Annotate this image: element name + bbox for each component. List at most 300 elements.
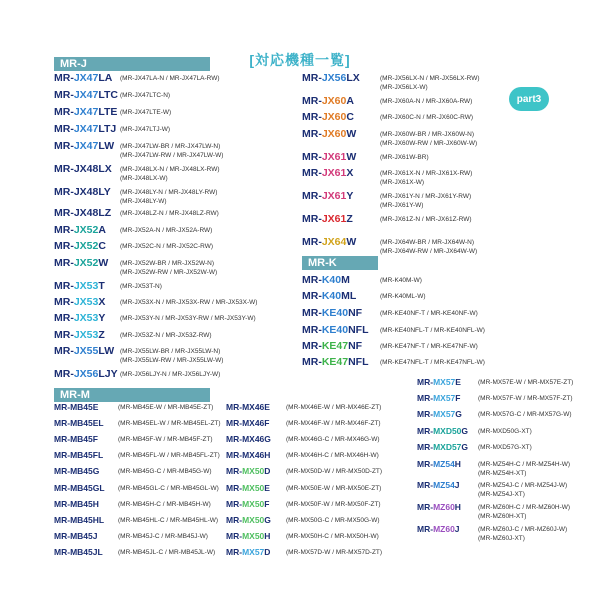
model-prefix: MR- (54, 224, 74, 236)
variant-line: (MR-K40ML-W) (380, 293, 426, 300)
model-variants (380, 276, 422, 285)
model-suffix: A (98, 224, 106, 236)
variant-line: (MR-MX50E-W / MR-MX50E-ZT) (286, 485, 382, 492)
variant-line: (MR-MX57G-C / MR-MX57G-W) (478, 411, 572, 418)
model-prefix: MR- (302, 190, 322, 202)
model-name (417, 378, 461, 387)
model-suffix: E (92, 402, 99, 412)
model-prefix: MR- (54, 483, 71, 493)
model-suffix: E (264, 483, 270, 493)
variant-line: (MR-MX50H-C / MR-MX50H-W) (286, 533, 379, 540)
model-variants (118, 516, 218, 525)
model-prefix: MR- (302, 213, 322, 225)
model-series: MX46 (242, 450, 265, 460)
model-suffix: Y (346, 190, 354, 202)
model-variants (118, 419, 221, 428)
section-header-mr-j: MR-J (54, 57, 210, 71)
model-variants (120, 242, 213, 251)
model-series: JX47 (73, 89, 99, 101)
model-name (226, 548, 270, 557)
variant-line: (MR-MZ60J-C / MR-MZ60J-W) (478, 526, 568, 533)
variant-line: (MR-MX46G-C / MR-MX46G-W) (286, 436, 380, 443)
model-variants (120, 370, 220, 379)
model-variants (120, 142, 223, 160)
model-variants (286, 419, 381, 428)
model-variants (118, 484, 219, 493)
model-prefix: MR- (226, 402, 243, 412)
variant-line: (MR-MB45EL-W / MR-MB45EL-ZT) (118, 420, 221, 427)
model-suffix: H (454, 459, 461, 469)
model-prefix: MR- (54, 466, 71, 476)
model-suffix: G (92, 466, 100, 476)
model-variants (380, 113, 473, 122)
model-name (54, 500, 99, 509)
model-name (54, 532, 97, 541)
model-variants (478, 378, 573, 387)
variant-line: (MR-MB45F-W / MR-MB45F-ZT) (118, 436, 213, 443)
model-series: JX61 (321, 151, 347, 163)
model-name (226, 451, 270, 460)
variant-line: (MR-MZ54H-XT) (478, 470, 527, 477)
variant-line: (MR-MZ54J-XT) (478, 491, 525, 498)
model-series: JX47 (73, 106, 99, 118)
model-series: MZ54 (433, 459, 455, 469)
model-series: MX57 (242, 547, 265, 557)
model-prefix: MR- (54, 240, 74, 252)
model-name (302, 357, 369, 368)
variant-line: (MR-JX48LY-N / MR-JX48LY-RW) (120, 189, 218, 196)
model-suffix: Z (346, 213, 353, 225)
variant-line: (MR-MX50F-W / MR-MX50F-ZT) (286, 501, 381, 508)
model-series: KE47 (321, 340, 349, 352)
model-name (226, 532, 270, 541)
model-prefix: MR- (226, 450, 243, 460)
model-name (302, 341, 362, 352)
model-series: JX64 (321, 236, 347, 248)
variant-line: (MR-JX48LX-W) (120, 175, 168, 182)
variant-line: (MR-MB45JL-C / MR-MB45JL-W) (118, 549, 216, 556)
model-variants (118, 532, 208, 541)
model-variants (478, 443, 532, 452)
model-prefix: MR- (54, 402, 71, 412)
model-series: JX53 (73, 296, 99, 308)
model-prefix: MR- (417, 377, 434, 387)
model-variants (380, 358, 485, 367)
model-suffix: LW (98, 345, 115, 357)
model-name (417, 394, 460, 403)
model-variants (120, 91, 170, 100)
page-title: [対応機種一覧] (249, 52, 351, 68)
model-variants (478, 481, 567, 499)
model-suffix: LJY (98, 368, 118, 380)
model-series: MXD50 (433, 426, 462, 436)
model-series: JX53 (73, 312, 99, 324)
variant-line: (MR-JX60C-N / MR-JX60C-RW) (380, 114, 474, 121)
model-prefix: MR- (417, 459, 434, 469)
model-suffix: EL (92, 418, 104, 428)
model-series: MX50 (242, 515, 265, 525)
model-name (226, 403, 270, 412)
model-variants (118, 451, 220, 460)
variant-line: (MR-JX53Z-N / MR-JX53Z-RW) (120, 332, 212, 339)
variant-line: (MR-JX55LW-RW / MR-JX55LW-W) (120, 357, 224, 364)
variant-line: (MR-JX48LY-W) (120, 198, 167, 205)
model-series: MZ60 (433, 502, 455, 512)
model-name (54, 548, 103, 557)
model-suffix: LZ (98, 207, 112, 219)
variant-line: (MR-JX52W-RW / MR-JX52W-W) (120, 269, 218, 276)
model-variants (478, 427, 532, 436)
model-variants (380, 342, 478, 351)
model-prefix: MR- (302, 151, 322, 163)
model-variants (478, 503, 570, 521)
model-variants (380, 192, 471, 210)
model-prefix: MR- (54, 312, 74, 324)
variant-line: (MR-MX46H-C / MR-MX46H-W) (286, 452, 379, 459)
model-series: JX53 (73, 280, 99, 292)
variant-line: (MR-JX56LJY-N / MR-JX56LJY-W) (120, 371, 221, 378)
model-name (54, 281, 105, 292)
model-suffix: HL (92, 515, 105, 525)
model-prefix: MR- (226, 418, 243, 428)
model-suffix: G (264, 434, 271, 444)
model-prefix: MR- (54, 89, 74, 101)
variant-line: (MR-JX60W-BR / MR-JX60W-N) (380, 131, 475, 138)
model-suffix: ML (341, 290, 357, 302)
model-name (54, 164, 112, 175)
variant-line: (MR-JX47LTJ-W) (120, 126, 171, 133)
model-suffix: F (264, 418, 270, 428)
model-prefix: MR- (302, 236, 322, 248)
variant-line: (MR-JX61Y-N / MR-JX61Y-RW) (380, 193, 472, 200)
model-suffix: E (455, 377, 461, 387)
model-variants (286, 532, 379, 541)
model-name (54, 330, 105, 341)
variant-line: (MR-JX61W-BR) (380, 154, 429, 161)
model-suffix: X (98, 296, 106, 308)
model-prefix: MR- (302, 95, 322, 107)
variant-line: (MR-JX52W-BR / MR-JX52W-N) (120, 260, 215, 267)
model-name (54, 435, 98, 444)
model-variants (120, 74, 220, 83)
model-series: MB45 (70, 531, 93, 541)
model-prefix: MR- (54, 329, 74, 341)
model-name (54, 208, 111, 219)
model-suffix: F (455, 393, 461, 403)
model-series: JX60 (321, 111, 347, 123)
model-variants (118, 548, 215, 557)
variant-line: (MR-KE47NF-T / MR-KE47NF-W) (380, 343, 478, 350)
model-suffix: J (92, 531, 98, 541)
model-series: MB45 (70, 547, 93, 557)
model-name (54, 369, 118, 380)
model-prefix: MR- (226, 434, 243, 444)
model-variants (286, 467, 382, 476)
model-variants (120, 331, 212, 340)
model-prefix: MR- (54, 280, 74, 292)
model-prefix: MR- (302, 167, 322, 179)
variant-line: (MR-KE47NFL-T / MR-KE47NFL-W) (380, 359, 485, 366)
variant-line: (MR-K40M-W) (380, 277, 422, 284)
model-variants (478, 394, 573, 403)
model-series: MB45 (70, 515, 93, 525)
model-prefix: MR- (54, 106, 74, 118)
variant-line: (MR-MB45H-C / MR-MB45H-W) (118, 501, 211, 508)
model-prefix: MR- (226, 515, 243, 525)
model-suffix: LTJ (98, 123, 117, 135)
model-suffix: H (454, 502, 461, 512)
model-series: JX60 (321, 95, 347, 107)
model-series: JX47 (73, 72, 99, 84)
model-name (54, 107, 117, 118)
model-name (302, 129, 356, 140)
model-suffix: F (92, 434, 98, 444)
model-series: JX56 (321, 72, 347, 84)
model-name (417, 410, 462, 419)
model-name (417, 481, 460, 490)
model-suffix: D (264, 547, 271, 557)
model-series: JX47 (73, 123, 99, 135)
model-name (417, 460, 461, 469)
model-name (226, 467, 270, 476)
model-series: MB45 (70, 402, 93, 412)
model-prefix: MR- (226, 499, 243, 509)
model-variants (380, 326, 485, 335)
model-series: MX57 (433, 393, 456, 403)
model-name (226, 435, 271, 444)
model-prefix: MR- (54, 499, 71, 509)
model-prefix: MR- (54, 434, 71, 444)
variant-line: (MR-MX57D-W / MR-MX57D-ZT) (286, 549, 383, 556)
variant-line: (MR-MXD50G-XT) (478, 428, 532, 435)
model-prefix: MR- (226, 531, 243, 541)
variant-line: (MR-JX61X-N / MR-JX61X-RW) (380, 170, 473, 177)
model-variants (118, 435, 213, 444)
model-prefix: MR- (417, 480, 434, 490)
model-name (54, 451, 103, 460)
variant-line: (MR-MZ60H-XT) (478, 513, 527, 520)
model-variants (380, 292, 426, 301)
model-name (226, 500, 269, 509)
variant-line: (MR-MB45J-C / MR-MB45J-W) (118, 533, 208, 540)
model-suffix: LY (98, 186, 111, 198)
model-series: MXD57 (433, 442, 462, 452)
variant-line: (MR-JX56LX-N / MR-JX56LX-RW) (380, 75, 480, 82)
variant-line: (MR-JX61X-W) (380, 179, 425, 186)
variant-line: (MR-MX46E-W / MR-MX46E-ZT) (286, 404, 382, 411)
model-series: MZ60 (433, 524, 455, 534)
model-name (226, 484, 270, 493)
model-suffix: F (264, 499, 270, 509)
variant-line: (MR-JX61Z-N / MR-JX61Z-RW) (380, 216, 472, 223)
model-variants (120, 125, 170, 134)
model-suffix: H (264, 531, 271, 541)
model-suffix: JL (92, 547, 103, 557)
model-name (302, 73, 360, 84)
model-name (417, 443, 468, 452)
model-series: JX52 (73, 240, 99, 252)
variant-line: (MR-MXD57G-XT) (478, 444, 532, 451)
section-header-mr-m: MR-M (54, 388, 210, 402)
model-suffix: X (346, 167, 354, 179)
model-suffix: Y (98, 312, 106, 324)
section-header-mr-k: MR-K (302, 256, 378, 270)
model-name (302, 168, 353, 179)
model-variants (120, 165, 220, 183)
variant-line: (MR-JX47LA-N / MR-JX47LA-RW) (120, 75, 220, 82)
model-name (302, 275, 350, 286)
model-prefix: MR- (302, 307, 322, 319)
model-suffix: LTE (98, 106, 118, 118)
model-name (54, 141, 114, 152)
model-prefix: MR- (54, 257, 74, 269)
model-variants (286, 500, 381, 509)
model-prefix: MR- (302, 340, 322, 352)
model-series: JX53 (73, 329, 99, 341)
model-series: KE40 (321, 307, 349, 319)
model-prefix: MR- (417, 409, 434, 419)
model-series: KE47 (321, 356, 349, 368)
model-prefix: MR- (226, 466, 243, 476)
model-prefix: MR- (417, 524, 434, 534)
model-series: JX48 (73, 186, 99, 198)
model-suffix: NF (348, 307, 363, 319)
model-suffix: D (264, 466, 271, 476)
part-badge: part3 (509, 87, 549, 111)
variant-line: (MR-MZ54H-C / MR-MZ54H-W) (478, 461, 571, 468)
model-variants (120, 347, 223, 365)
model-prefix: MR- (417, 502, 434, 512)
model-name (54, 241, 106, 252)
model-series: K40 (321, 290, 342, 302)
model-variants (286, 484, 381, 493)
variant-line: (MR-JX47LTE-W) (120, 109, 172, 116)
model-name (302, 308, 362, 319)
variant-line: (MR-JX61Y-W) (380, 202, 424, 209)
variant-line: (MR-MB45HL-C / MR-MB45HL-W) (118, 517, 219, 524)
model-series: MB45 (70, 434, 93, 444)
model-name (54, 297, 105, 308)
model-variants (286, 548, 382, 557)
model-name (54, 225, 106, 236)
model-prefix: MR- (302, 111, 322, 123)
model-name (302, 214, 353, 225)
model-variants (380, 169, 472, 187)
model-name (302, 325, 369, 336)
model-prefix: MR- (54, 515, 71, 525)
variant-line: (MR-KE40NFL-T / MR-KE40NFL-W) (380, 327, 485, 334)
model-variants (380, 97, 472, 106)
model-series: K40 (321, 274, 342, 286)
model-series: KE40 (321, 324, 349, 336)
variant-line: (MR-JX52C-N / MR-JX52C-RW) (120, 243, 214, 250)
model-series: MX46 (242, 402, 265, 412)
model-variants (120, 259, 217, 277)
model-variants (478, 460, 570, 478)
model-series: MX50 (242, 483, 265, 493)
variant-line: (MR-MB45G-C / MR-MB45G-W) (118, 468, 212, 475)
variant-line: (MR-MB45FL-W / MR-MB45FL-ZT) (118, 452, 220, 459)
model-name (302, 291, 356, 302)
model-suffix: LX (346, 72, 360, 84)
model-series: JX61 (321, 190, 347, 202)
model-name (54, 346, 114, 357)
variant-line: (MR-KE40NF-T / MR-KE40NF-W) (380, 310, 478, 317)
model-name (302, 112, 354, 123)
model-series: MX50 (242, 466, 265, 476)
variant-line: (MR-MZ60J-XT) (478, 535, 525, 542)
variant-line: (MR-JX47LTC-N) (120, 92, 171, 99)
model-prefix: MR- (54, 186, 74, 198)
model-prefix: MR- (302, 72, 322, 84)
variant-line: (MR-JX56LX-W) (380, 84, 428, 91)
model-variants (286, 516, 380, 525)
model-name (54, 90, 118, 101)
model-name (226, 419, 269, 428)
variant-line: (MR-MZ54J-C / MR-MZ54J-W) (478, 482, 568, 489)
model-variants (380, 215, 472, 224)
model-prefix: MR- (54, 72, 74, 84)
model-suffix: G (264, 515, 271, 525)
model-suffix: LW (98, 140, 115, 152)
model-suffix: M (341, 274, 350, 286)
model-variants (380, 74, 480, 92)
model-series: JX60 (321, 128, 347, 140)
model-name (302, 152, 356, 163)
model-series: MZ54 (433, 480, 455, 490)
model-suffix: W (98, 257, 109, 269)
model-series: MX57 (433, 409, 456, 419)
model-name (54, 467, 99, 476)
model-variants (478, 410, 572, 419)
model-variants (120, 209, 219, 218)
model-suffix: NF (348, 340, 363, 352)
variant-line: (MR-MX50G-C / MR-MX50G-W) (286, 517, 380, 524)
model-suffix: C (98, 240, 106, 252)
model-series: MX50 (242, 531, 265, 541)
model-name (54, 484, 105, 493)
variant-line: (MR-MB45E-W / MR-MB45E-ZT) (118, 404, 214, 411)
model-variants (478, 525, 567, 543)
model-prefix: MR- (54, 296, 74, 308)
model-variants (380, 309, 478, 318)
variant-line: (MR-JX53Y-N / MR-JX53Y-RW / MR-JX53Y-W) (120, 315, 256, 322)
model-suffix: C (346, 111, 354, 123)
model-prefix: MR- (417, 426, 434, 436)
model-series: MB45 (70, 483, 93, 493)
variant-line: (MR-JX60W-RW / MR-JX60W-W) (380, 140, 478, 147)
model-suffix: H (264, 450, 271, 460)
model-variants (380, 238, 477, 256)
model-series: MX46 (242, 418, 265, 428)
model-series: MX57 (433, 377, 456, 387)
model-series: MB45 (70, 418, 93, 428)
model-suffix: LTC (98, 89, 118, 101)
model-suffix: NFL (348, 356, 369, 368)
model-variants (380, 153, 429, 162)
variant-line: (MR-MZ60H-C / MR-MZ60H-W) (478, 504, 571, 511)
model-prefix: MR- (302, 356, 322, 368)
model-suffix: Z (98, 329, 105, 341)
variant-line: (MR-JX52A-N / MR-JX52A-RW) (120, 227, 213, 234)
model-prefix: MR- (302, 290, 322, 302)
model-suffix: H (92, 499, 99, 509)
model-prefix: MR- (54, 368, 74, 380)
model-suffix: W (346, 151, 357, 163)
model-name (302, 237, 356, 248)
model-series: JX48 (73, 207, 99, 219)
model-prefix: MR- (54, 531, 71, 541)
